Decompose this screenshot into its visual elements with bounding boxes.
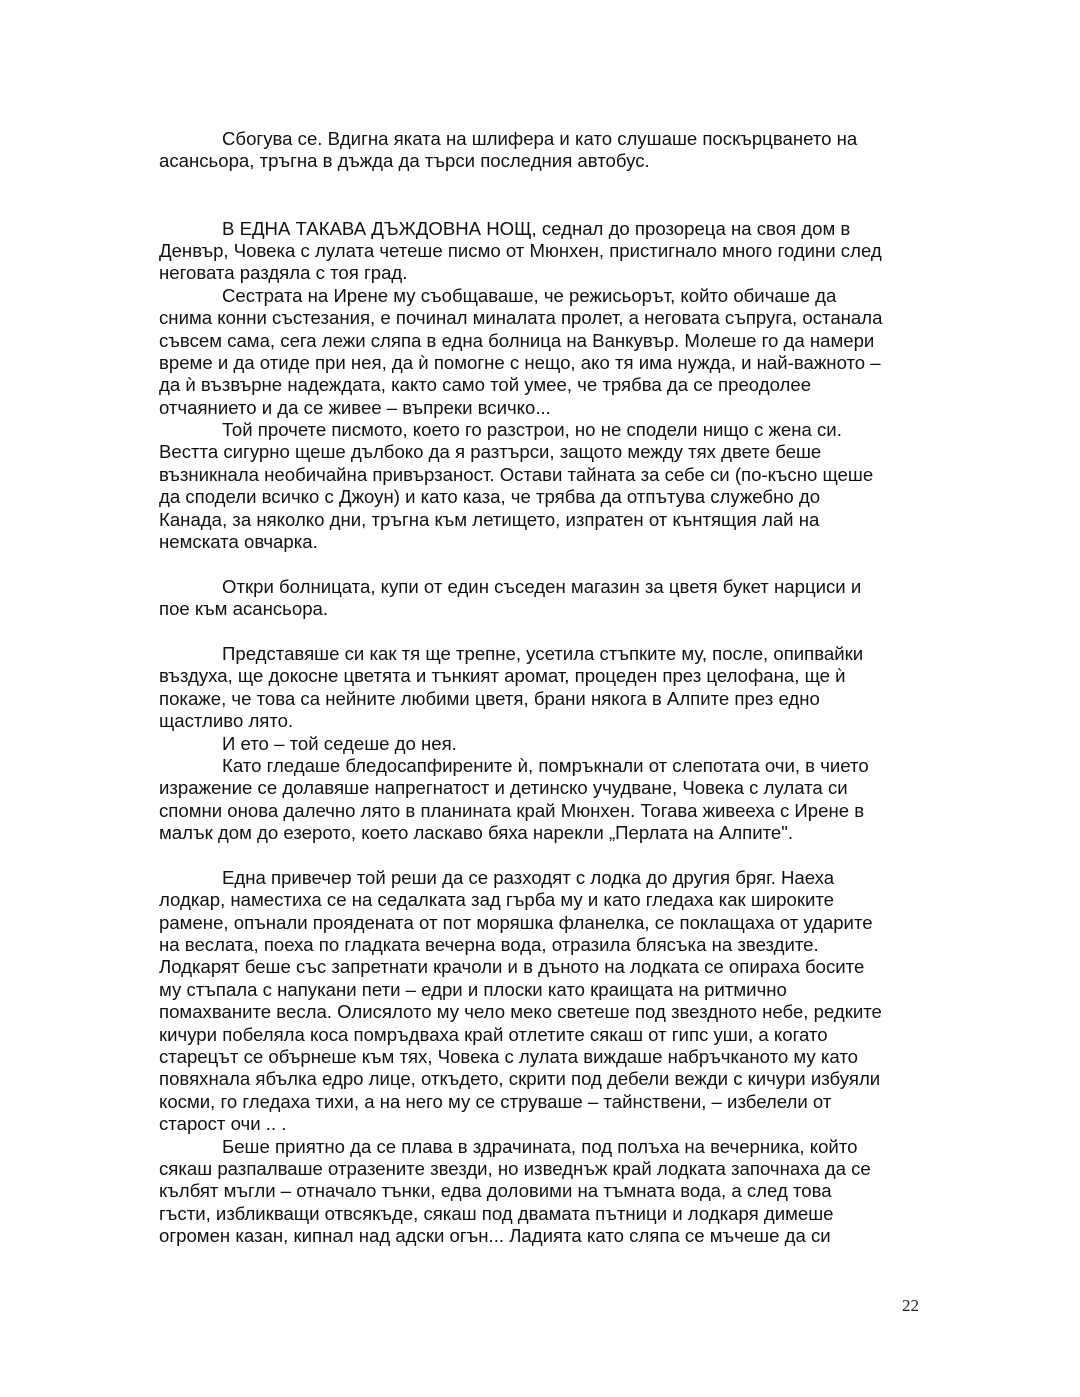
text-line: Сестрата на Ирене му съобщаваше, че режисьорът, който обичаше да <box>222 284 837 306</box>
text-line: Вестта сигурно щеше дълбоко да я разтърси, защото между тях двете беше <box>159 441 822 463</box>
text-line: немската овчарка. <box>159 531 318 553</box>
text-line: асансьора, тръгна в дъжда да търси последния автобус. <box>159 150 650 172</box>
text-line: неговата раздяла с тоя град. <box>159 262 408 284</box>
text-line: сякаш разпалваше отразените звезди, но изведнъж край лодката започнаха да се <box>159 1157 871 1179</box>
text-line: рамене, опънали прояденатa от пот моряшка фланелка, се поклащаха от ударите <box>159 911 873 933</box>
paragraph-gap <box>159 845 929 867</box>
text-line: Откри болницата, купи от един съседен магазин за цветя букет нарциси и <box>222 575 862 597</box>
text-line: пое към асансьора. <box>159 598 329 620</box>
paragraph-gap <box>159 553 929 575</box>
text-line: време и да отиде при нея, да ѝ помогне с нещо, ако тя има нужда, и най-важното – <box>159 351 881 373</box>
text-line: старост очи .. . <box>159 1113 287 1135</box>
text-line: Лодкарят беше със запретнати крачоли и в дъното на лодката се опираха босите <box>159 956 865 978</box>
text-line: изражение се долавяше напрегнатост и детинско учудване, Човека с лулата си <box>159 777 848 799</box>
text-line: гъсти, избликващи отвсякъде, сякаш под двамата пътници и лодкаря димеше <box>159 1202 834 1224</box>
text-line: старецът се обърнеше към тях, Човека с лулата виждаше набръчканото му като <box>159 1046 858 1068</box>
text-line: въздуха, ще докосне цветята и тънкият аромат, процеден през целофана, ще ѝ <box>159 665 846 687</box>
text-line: малък дом до езерото, което ласкаво бяха нарекли „Перлата на Алпите". <box>159 822 794 844</box>
text-line: помахваните весла. Олисялото му чело меко светеше под звездното небе, редките <box>159 1001 882 1023</box>
page-number: 22 <box>902 1296 919 1315</box>
text-line: покаже, че това са нейните любими цветя, брани някога в Алпите през едно <box>159 687 820 709</box>
text-line: кичури побеляла коса помръдваха край отлетите сякаш от гипс уши, а когато <box>159 1023 828 1045</box>
text-line: лодкар, наместиха се на седалката зад гърба му и като гледаха как широките <box>159 889 834 911</box>
text-line: му стъпала с напукани пети – едри и плоски като краищата на ритмично <box>159 978 787 1000</box>
text-line: да сподели всичко с Джоун) и като каза, че трябва да отпътува служебно до <box>159 486 821 508</box>
text-line: Беше приятно да се плава в здрачината, под полъха на вечерника, който <box>222 1135 858 1157</box>
text-line: щастливо лято. <box>159 710 294 732</box>
text-line: Той прочете писмото, което го разстрои, но не сподели нищо с жена си. <box>222 419 842 441</box>
paragraph-gap <box>159 621 929 643</box>
text-line: съвсем сама, сега лежи сляпа в една болница на Ванкувър. Молеше го да намери <box>159 329 875 351</box>
text-line: отчаянието и да се живее – въпреки всичко... <box>159 396 551 418</box>
text-line: снима конни състезания, е починал миналата пролет, а неговата съпруга, останала <box>159 307 883 329</box>
text-line: да ѝ възвърне надеждата, както само той умее, че трябва да се преодолее <box>159 374 812 396</box>
text-line: Сбогува се. Вдигна яката на шлифера и като слушаше поскърцването на <box>222 128 858 149</box>
text-line: спомни онова далечно лято в планината край Мюнхен. Тогава живееха с Ирене в <box>159 799 865 821</box>
text-line: И ето – той седеше до нея. <box>222 732 457 754</box>
text-line: Представяше си как тя ще трепне, усетила стъпките му, после, опипвайки <box>222 643 864 664</box>
text-line: огромен казан, кипнал над адски огън... Ладията като сляпа се мъчеше да си <box>159 1225 831 1247</box>
text-line: на веслата, поеха по гладката вечерна вода, отразила блясъка на звездите. <box>159 934 819 956</box>
text-line: Денвър, Човека с лулата четеше писмо от Мюнхен, пристигнало много години след <box>159 239 882 261</box>
text-line: Канада, за няколко дни, тръгна към летището, изпратен от кънтящия лай на <box>159 508 820 530</box>
text-line: повяхнала ябълка едро лице, откъдето, скрити под дебели вежди с кичури избуяли <box>159 1068 881 1090</box>
text-line: възникнала необичайна привързаност. Остави тайната за себе си (по-късно щеше <box>159 463 874 485</box>
text-line: Като гледаше бледосапфирените ѝ, помръкнали от слепотата очи, в чието <box>222 754 869 776</box>
body-text <box>159 128 929 1248</box>
text-line: В ЕДНА ТАКАВА ДЪЖДОВНА НОЩ, седнал до прозореца на своя дом в <box>222 217 851 239</box>
text-line: косми, го гледаха тихи, а на него му се струваше – тайнствени, – избелели от <box>159 1090 832 1112</box>
text-line: кълбят мъгли – отначало тънки, едва доловими на тъмната вода, а след това <box>159 1180 832 1202</box>
paragraph-gap <box>159 173 929 218</box>
text-line: Една привечер той реши да се разходят с лодка до другия бряг. Наеха <box>222 866 835 888</box>
